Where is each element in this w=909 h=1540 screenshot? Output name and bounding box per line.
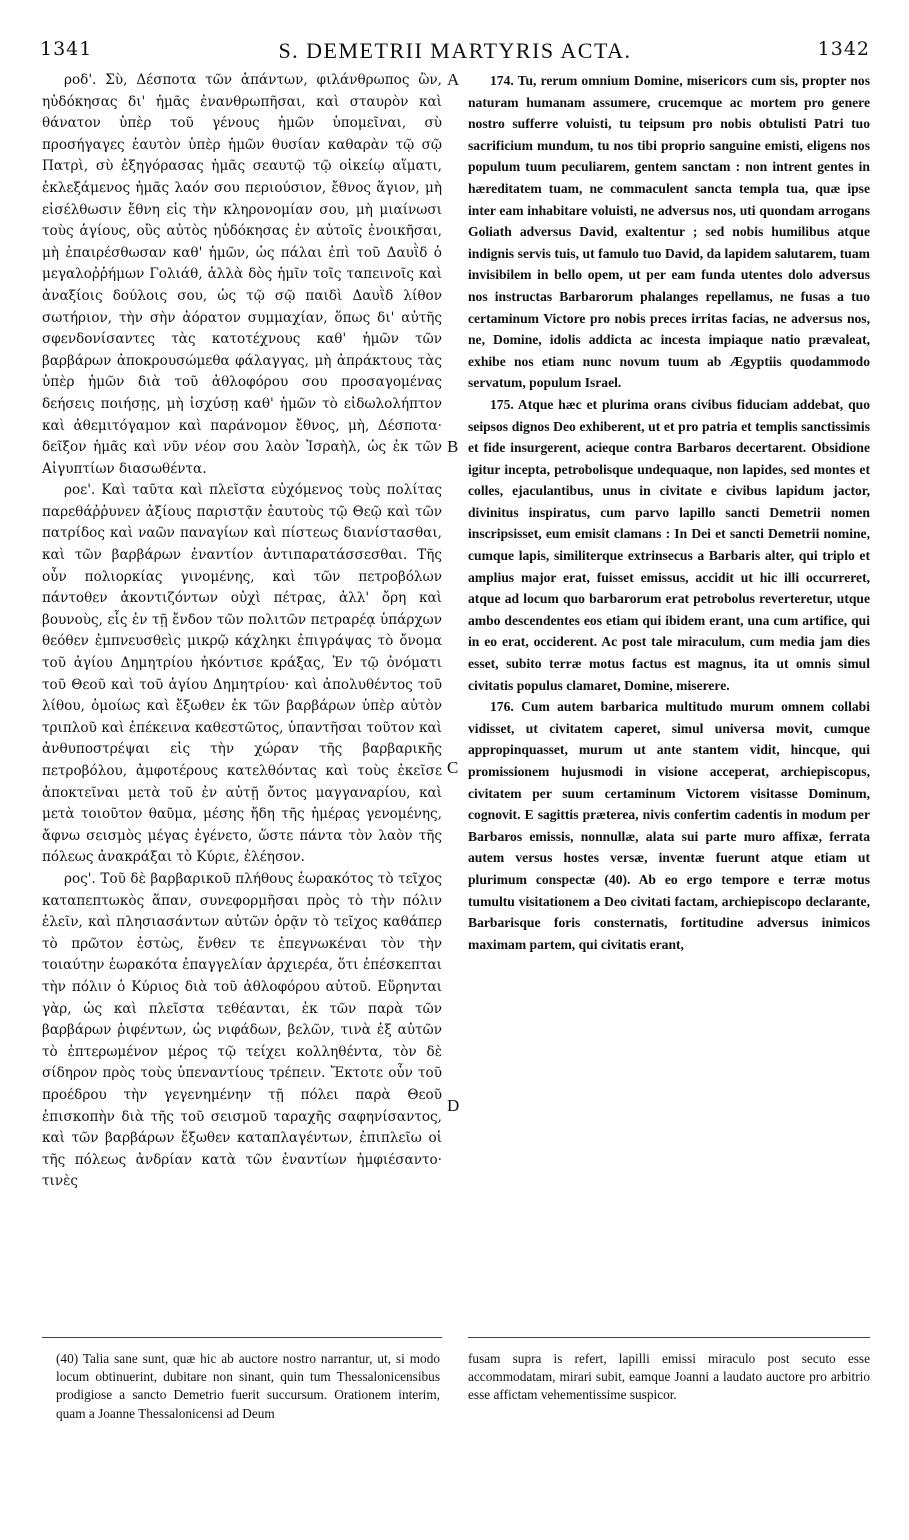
running-title: S. DEMETRII MARTYRIS ACTA. — [278, 38, 632, 63]
footnote-rule-right — [468, 1337, 870, 1338]
greek-paragraph-176: ρος'. Τοῦ δὲ βαρβαρικοῦ πλήθους ἑωρακότος τὸ τεῖχος καταπεπτωκὸς ἅπαν, συνεφορμῆσαι πρὸς τὸ τὴν πόλιν ἑλεῖν, καὶ πλησιασάντων αὐτῶν ὁρᾷν τὸ τεῖχος καθάπερ τὸ πρῶτον ἑστὼς, ἔνθεν τε ἐπεγνωκέναι τὸν τὴν τοιαύτην ἑωρακότα ἐπαγγελίαν ἀρχιερέα, ὅτι ἐπέσκεπται τὴν πόλιν ὁ Κύριος διὰ τοῦ ἀθλοφόρου αὐτοῦ. Εὕρηνται γὰρ, ὡς καὶ πλεῖστα τεθέανται, ἐκ τῶν παρὰ τῶν βαρβάρων ῥιφέντων, ὡς νιφάδων, βελῶν, τινὰ ἐξ αὐτῶν τὸ ἐπτερωμένον μέρος τῷ τείχει κολληθέντα, τὸν δὲ σίδηρον πρὸς τοὺς ὑπεναντίους τρέπειν. Ἔκτοτε οὖν τοῦ προέδρου τὴν γεγενημένην τῇ πόλει παρὰ Θεοῦ ἐπισκοπὴν διὰ τῆς τοῦ σεισμοῦ ταραχῆς σαφηνίσαντος, καὶ τῶν βαρβάρων ἔξωθεν καταπλαγέντων, ἐπιπλεῖω οἱ τῆς πόλεως ἀνδρίαν κατὰ τῶν ἐναντίων ἠμφιέσαντο· τινὲς — [42, 870, 442, 1190]
footnote-40-text: (40) Talia sane sunt, quæ hic ab auctore nostro narrantur, ut, si modo locum obtinuerint, dubitare non sinant, quin tum Thessalonicensibus prodigiose a sancto Demetrio fuerit succursum. Orationem interim, quam a Joanne Thessalonicensi ad Deum — [56, 1351, 440, 1421]
page-header — [40, 38, 870, 68]
greek-paragraph-175: ροε'. Καὶ ταῦτα καὶ πλεῖστα εὐχόμενος τοὺς πολίτας παρεθάῤῥυνεν ἀξίους παριστᾷν ἑαυτοὺς τῷ Θεῷ καὶ τῶν πατρίδος καὶ ναῶν παναγίων καὶ πίστεως διανίστασθαι, καὶ τῶν βαρβάρων ἐναντίον ἀντιπαρατάσσεσθαι. Τῆς οὖν πολιορκίας γινομένης, καὶ τῶν πετροβόλων πάντοθεν ἀκοντιζόντων οὐχὶ πέτρας, ἀλλ' ὄρη καὶ βουνοὺς, εἷς ἐν τῇ ἔνδον τῶν πολιτῶν πετραρέᾳ ὑπάρχων θεόθεν ἐμπνευσθεὶς μικρῷ κάχληκι ἐπιγράψας τὸ ὄνομα τοῦ ἁγίου Δημητρίου ἠκόντισε κράξας, Ἐν τῷ ὀνόματι τοῦ Θεοῦ καὶ τοῦ ἁγίου Δημητρίου· καὶ ἀπολυθέντος τοῦ λίθου, ὁμοίως καὶ ἔξωθεν ἐκ τῶν βαρβάρων ὑπὲρ αὐτὸν τριπλοῦ καὶ ἐπέκεινα καθεστῶτος, ὑπαντῆσαι τοῦτον καὶ ἀνθυποστρέψαι εἰς τὴν χώραν τῆς βαρβαρικῆς πετροβόλου, ἀμφοτέρους κατελθόντας καὶ τοὺς ἐκεῖσε ἀποκτεῖναι μετὰ τοῦ ἐν αὐτῇ ὄντος μαγγαναρίου, καὶ μετὰ τοιοῦτον θαῦμα, μέσης ἤδη τῆς ἡμέρας γενομένης, ἄφνω σεισμὸς μέγας ἐγένετο, ὥστε πάντα τὸν λαὸν τῆς πόλεως ἀνακράξαι τὸ Κύριε, ἐλέησον. — [42, 482, 442, 866]
latin-paragraph-176: 176. Cum autem barbarica multitudo murum omnem collabi vidisset, ut civitatem caperet, simul universa movit, cumque appropinquasset, murum ut ante stantem vidit, hincque, qui promissionem hujusmodi in visione acceperat, archiepiscopus, civitatem per suum certaminum Victorem visitasse Dominum, cognovit. E sagittis præterea, nivis confertim cadentis in modum per Barbaros emissis, nonnullæ, alata sui parte muro affixæ, ferrata autem versus hostes versæ, inventæ fuerunt atque etiam ut plurimum conspectæ (40). Ab eo ergo tempore e terræ motus tumultu visitationem a Deo civitati factam, archiepiscopo declarante, Barbarisque foris consternatis, fortitudine adversus inimicos maximam partem, qui civitatis erant, — [468, 699, 870, 952]
margin-letter-d: D — [447, 1096, 460, 1115]
margin-letter-b: B — [447, 437, 459, 456]
page-number-left: 1341 — [40, 38, 93, 60]
page-number-right: 1342 — [817, 38, 870, 60]
greek-paragraph-174: ροδ'. Σὺ, Δέσποτα τῶν ἁπάντων, φιλάνθρωπος ὢν, ηὐδόκησας δι' ἡμᾶς ἐνανθρωπῆσαι, καὶ σταυρὸν καὶ θάνατον ὑπὲρ τοῦ γένους ἡμῶν ὑπομεῖναι, σὺ προσήγαγες ἑαυτὸν ὑπὲρ ἡμῶν θυσίαν καθαρὰν τῷ σῷ Πατρὶ, σὺ ἐξηγόρασας ἡμᾶς σεαυτῷ τῷ οἰκείῳ αἵματι, ἐκλεξάμενος ἡμᾶς λαόν σου περιούσιον, ἔθνος ἅγιον, μὴ εἰσέλθωσιν ἔθνη εἰς τὴν κληρονομίαν σου, μὴ μιαίνωσι τοὺς ἁγίους, οὓς αὐτὸς ηὐδόκησας ἐν αὐτοῖς ἐνοικῆσαι, μὴ ἐπαιρέσθωσαν καθ' ἡμῶν, ὡς πάλαι ἐπὶ τοῦ Δαυῒδ ὁ μεγαλοῤῥήμων Γολιάθ, ἀλλὰ δὸς ἡμῖν τοῖς ταπεινοῖς καὶ ἀναξίοις δούλοις σου, ὡς τῷ σῷ παιδὶ Δαυῒδ λίθον σωτήριον, τὴν σὴν ἀόρατον συμμαχίαν, ὅπως δι' αὐτῆς σφενδονίσαντες τὰς κατοτέχνους καθ' ἡμῶν τῶν βαρβάρων ἀποκρουσώμεθα φάλαγγας, μὴ ἀπράκτους τὰς ὑπὲρ ἡμῶν διὰ τοῦ ἀθλοφόρου σου προσαγομένας δεήσεις ποιήσῃς, μὴ ἰσχύσῃ καθ' ἡμῶν τὸ εἰδωλολήπτον καὶ ἀθεμιτόγαμον καὶ παράνομον ἔθνος, μὴ, Δέσποτα· δεῖξον ἡμᾶς καὶ νῦν νέον σου λαὸν Ἰσραὴλ, ὡς ἐκ τῶν Αἰγυπτίων διασωθέντα. — [42, 72, 442, 477]
footnote-40-continuation: fusam supra is refert, lapilli emissi miraculo post secuto esse accommodatam, mirari subit, eamque Joanni a laudato auctore pro arbitrio esse affictam vehementissime suspicor. — [468, 1351, 870, 1403]
latin-paragraph-175: 175. Atque hæc et plurima orans civibus fiduciam addebat, quo seipsos dignos Deo exhiberent, ut et pro patria et templis sanctissimis et fide insurgerent, acieque contra Barbaros decertarent. Obsidione igitur incepta, petrobolisque undequaque, non lapides, sed montes et colles, ejaculantibus, unus in civitate e civibus lapidum jactor, divinitus inspiratus, cum parvo lapillo sancti Demetrii nomen inscripsisset, eum emisit clamans : In Dei et sancti Demetrii nomine, cumque lapis, similiterque extrinsecus a Barbaris alter, qui triplo et amplius major erat, fuisset emissus, accidit ut hic illi occurreret, atque ad locum quo barbarorum erat petrobolus reverteretur, utque ambo descendentes eos etiam qui ibidem erant, una cum artifice, qui in eo erat, occiderent. Ac post tale miraculum, cum media jam dies esset, subito terræ motus factus est magnus, ita ut omnis simul civitatis populus clamaret, Domine, miserere. — [468, 396, 870, 693]
footnote-rule-left — [42, 1337, 442, 1338]
latin-column — [468, 70, 870, 955]
margin-letter-a: A — [447, 70, 460, 89]
footnote-right — [468, 1350, 870, 1405]
margin-letter-c: C — [447, 758, 459, 777]
latin-paragraph-174: 174. Tu, rerum omnium Domine, misericors cum sis, propter nos naturam humanam assumere, crucemque ac mortem pro genere nostro sufferre voluisti, tu teipsum pro nobis obtulisti Patri tuo sacrificium mundum, tu nos tibi proprio sanguine emisti, eligens nos populum tuum peculiarem, gentem sanctam : non intrent gentes in hæreditatem tuam, ne commaculent sancta templa tua, quæ ipse inter eam inhabitare voluisti, ne adversus nos, uti quondam arrogans Goliath adversus David, exaltentur ; sed nobis humilibus atque indignis servis tuis, ut famulo tuo David, da lapidem salutarem, tuam invisibilem in bello opem, ut per eam funda utentes dolo adversus nos instructas Barbarorum phalanges repellamus, ne fusas a tuo certaminum Victore pro nobis preces irritas facias, ne adversus nos, ne, Domine, idolis addicta ac incesta impiaque natio prævaleat, exhibe nos etiam nunc novum tuum ab Ægyptiis quodammodo servatum, populum Israel. — [468, 73, 870, 391]
greek-column — [42, 70, 442, 1193]
footnote-left — [56, 1350, 440, 1423]
